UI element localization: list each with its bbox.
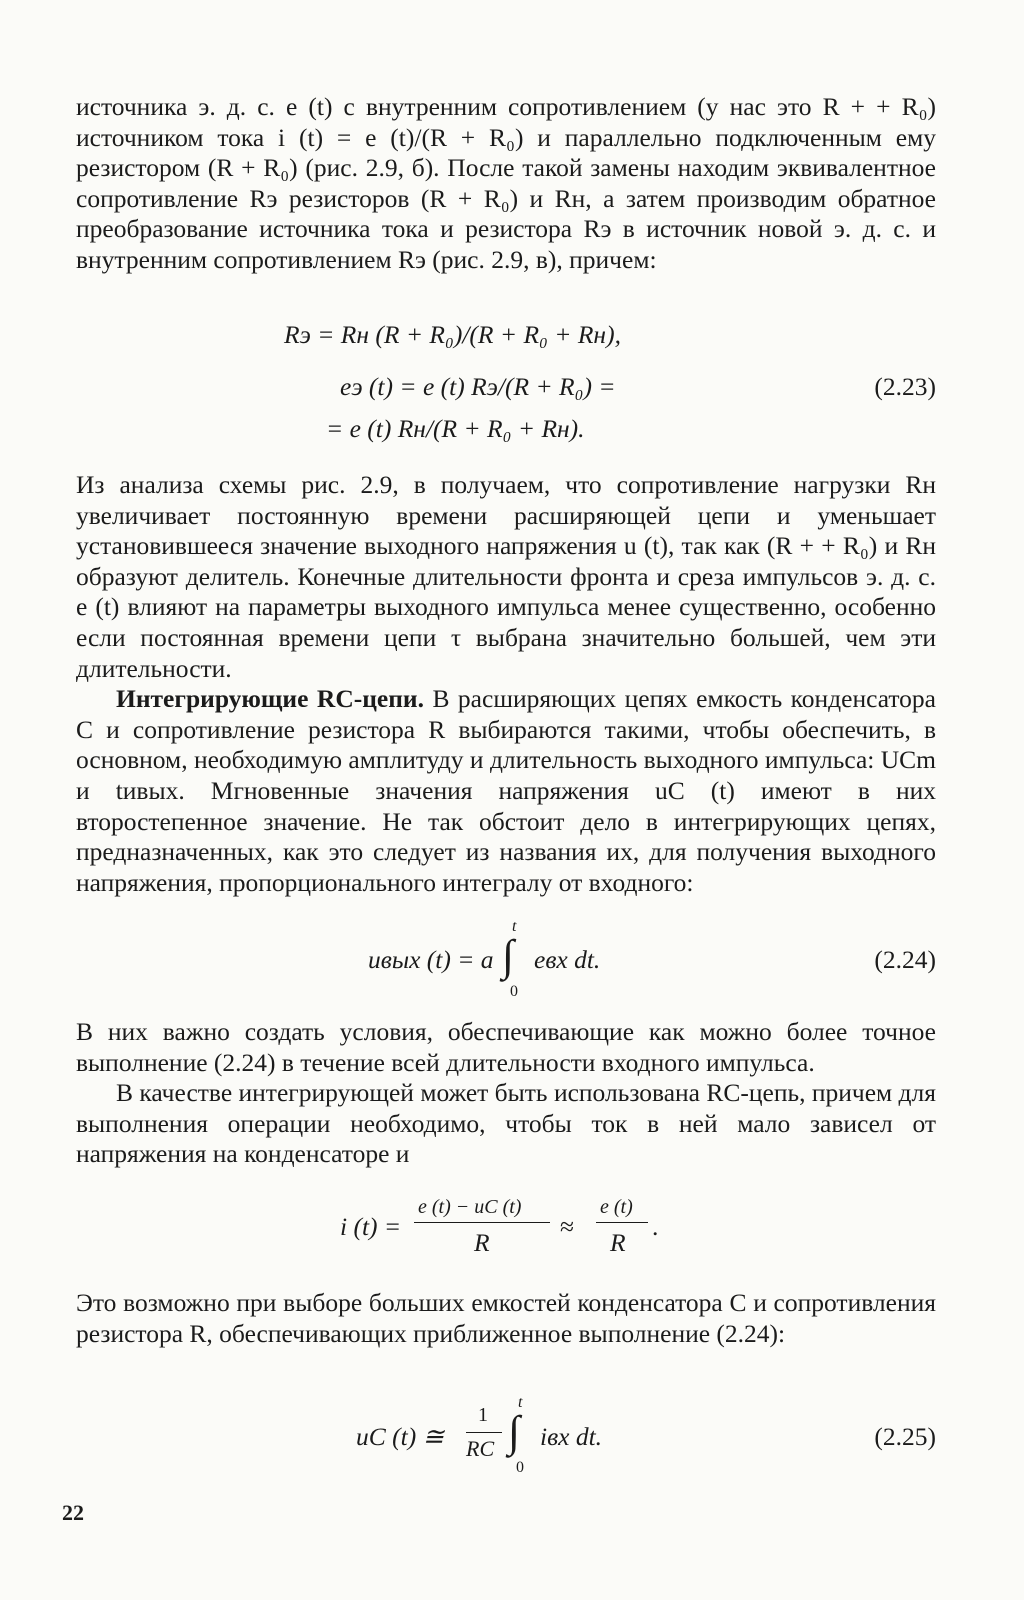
fraction-1-bar — [414, 1222, 550, 1223]
equation-current-period: . — [652, 1212, 659, 1241]
fraction-2-denominator: R — [610, 1228, 626, 1257]
paragraph-integrating-text: В расширяющих цепях емкость конденсатора C и сопротивление резистора R выбираются такими, чтобы обеспечить, в основном, необходимую амплитуду и длительность выходного импульса: UCm и tивых. Мгновенные значения напряжения uC (t) имеют в них второстепенное значение. Не так обстоит дело в интегрирующих цепях, предназначенных, как это следует из названия их, для получения выходного напряжения, пропорционального интегралу от входного: — [76, 684, 936, 897]
equation-2-23-line1: Rэ = Rн (R + R₀)/(R + R₀ + Rн), — [284, 320, 621, 349]
fraction-denominator: RC — [466, 1436, 495, 1461]
paragraph-source-conversion: источника э. д. с. e (t) с внутренним сопротивлением (у нас это R + + R₀) источником тока i (t) = e (t)/(R + R₀) и параллельно подключенным ему резистором (R + R₀) (рис. 2.9, б). После такой замены находим эквивалентное сопротивление Rэ резисторов (R + R₀) и Rн, а затем производим обратное преобразование источника тока и резистора Rэ в источник новой э. д. с. и внутренним сопротивлением Rэ (рис. 2.9, в), причем: — [76, 92, 936, 274]
section-heading: Интегрирующие RC-цепи. — [116, 684, 424, 714]
equation-2-25-integrand: iвх dt. — [540, 1422, 603, 1451]
fraction-1-numerator: e (t) − uC (t) — [418, 1196, 522, 1218]
fraction-2-bar — [596, 1222, 648, 1223]
integral-upper-limit-2: t — [518, 1394, 523, 1411]
equation-2-24-integrand: eвх dt. — [534, 945, 601, 974]
equation-number-2-24: (2.24) — [874, 945, 936, 974]
equation-2-23-line3: = e (t) Rн/(R + R₀ + Rн). — [326, 414, 585, 443]
paragraph-analysis: Из анализа схемы рис. 2.9, в получаем, что сопротивление нагрузки Rн увеличивает постоянную времени расширяющей цепи и уменьшает установившееся значение выходного напряжения u (t), так как (R + + R₀) и Rн образуют делитель. Конечные длительности фронта и среза импульсов э. д. с. e (t) влияют на параметры выходного импульса менее существенно, особенно если постоянная времени цепи τ выбрана значительно большей, чем эти длительности. — [76, 470, 936, 683]
paragraph-rc-chain: В качестве интегрирующей может быть использована RC-цепь, причем для выполнения операции необходимо, чтобы ток в ней мало зависел от напряжения на конденсаторе и — [76, 1078, 936, 1169]
integral-sign-icon-2: ∫ — [508, 1407, 521, 1456]
paragraph-integrating — [76, 684, 936, 898]
fraction-bar — [466, 1432, 502, 1433]
equation-number-2-23: (2.23) — [874, 372, 936, 401]
paragraph-conditions: В них важно создать условия, обеспечивающие как можно более точное выполнение (2.24) в течение всей длительности входного импульса. — [76, 1017, 936, 1077]
equation-2-23-line2: eэ (t) = e (t) Rэ/(R + R₀) = — [340, 372, 616, 401]
integral-sign-icon: ∫ — [502, 931, 515, 980]
paragraph-analysis-block — [76, 470, 936, 898]
paragraph-possible-block — [76, 1288, 936, 1349]
equation-2-25-lhs: uC (t) ≅ — [356, 1422, 444, 1451]
equation-number-2-25: (2.25) — [874, 1422, 936, 1451]
paragraph-top — [76, 92, 936, 276]
approx-sign: ≈ — [560, 1212, 574, 1241]
integral-lower-limit-2: 0 — [516, 1459, 524, 1476]
page-number: 22 — [62, 1500, 84, 1525]
fraction-numerator: 1 — [478, 1404, 488, 1426]
paragraph-conditions-block — [76, 1017, 936, 1170]
equation-2-24-lhs: uвых (t) = a — [368, 945, 494, 974]
fraction-1-denominator: R — [474, 1228, 490, 1257]
paragraph-possible: Это возможно при выборе больших емкостей конденсатора C и сопротивления резистора R, обеспечивающих приближенное выполнение (2.24): — [76, 1288, 936, 1348]
equation-current-lhs: i (t) = — [340, 1212, 402, 1241]
fraction-2-numerator: e (t) — [600, 1196, 633, 1218]
integral-lower-limit: 0 — [510, 983, 518, 1000]
integral-upper-limit: t — [512, 918, 517, 935]
